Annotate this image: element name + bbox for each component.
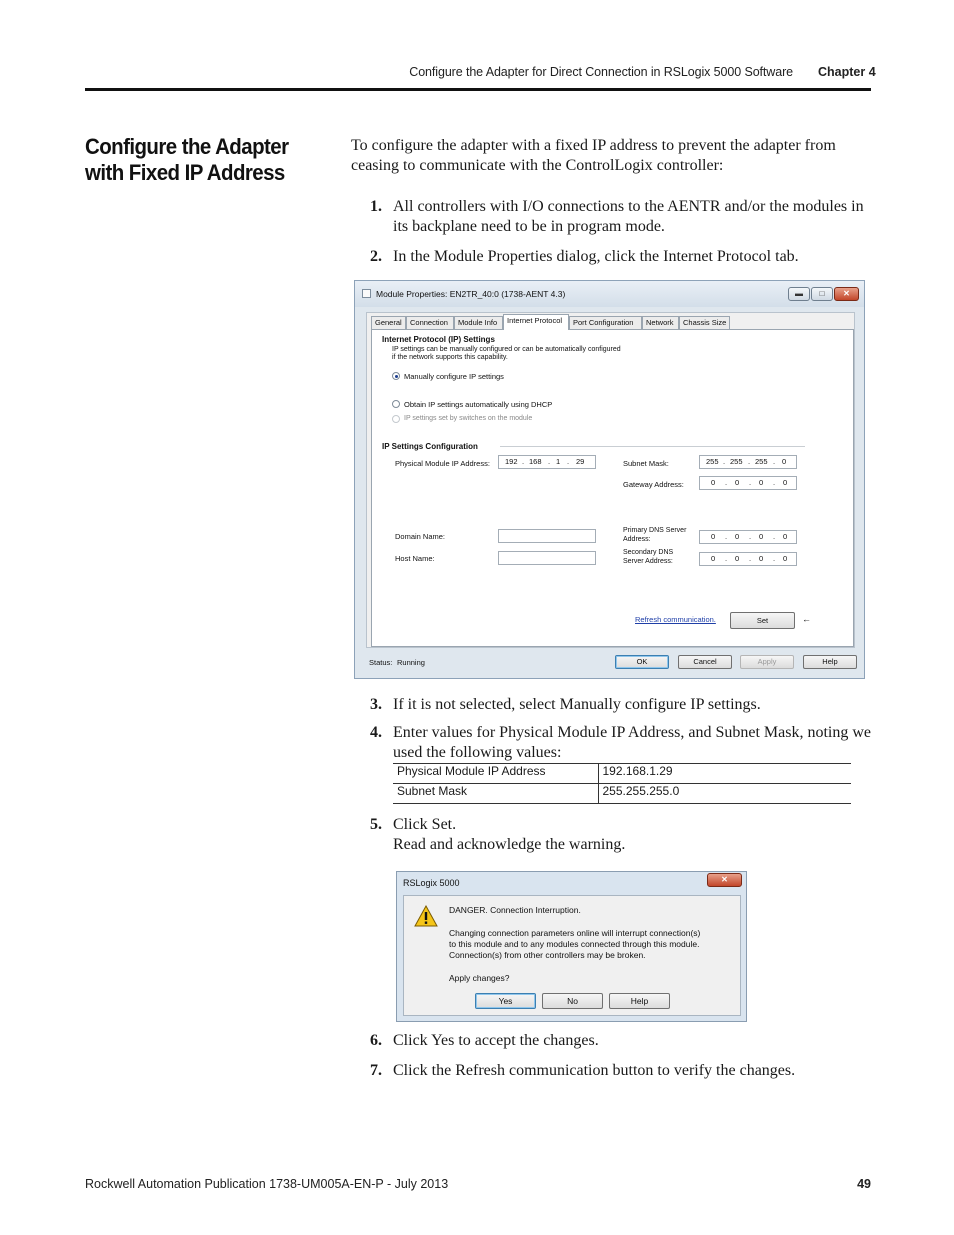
radio-switches xyxy=(392,415,400,423)
step-number: 1. xyxy=(370,198,382,215)
physical-ip-field[interactable]: 192 . 168 . 1 . 29 xyxy=(498,455,596,469)
secondary-dns-label: Server Address: xyxy=(623,558,673,565)
step-text: Click Set. xyxy=(393,816,457,833)
publication-footer: Rockwell Automation Publication 1738-UM005A-EN-P - July 2013 xyxy=(85,1177,449,1191)
step-number: 2. xyxy=(370,248,382,265)
primary-dns-label: Primary DNS Server xyxy=(623,527,687,534)
internet-protocol-panel xyxy=(371,329,854,647)
section-title: Configure the Adapter with Fixed IP Address xyxy=(85,134,289,185)
apply-button: Apply xyxy=(740,655,794,669)
step-text: In the Module Properties dialog, click the Internet Protocol tab. xyxy=(393,248,799,265)
subnet-label: Subnet Mask: xyxy=(623,459,669,468)
primary-dns-field[interactable]: 0 . 0 . 0 . 0 xyxy=(699,530,797,544)
ip-octet: 0 xyxy=(783,532,788,541)
set-button[interactable]: Set xyxy=(730,612,795,629)
secondary-dns-label: Secondary DNS xyxy=(623,549,674,556)
tab-module-info[interactable]: Module Info xyxy=(454,316,503,329)
step-number: 6. xyxy=(370,1032,382,1049)
step-text: Click the Refresh communication button to verify the changes. xyxy=(393,1062,796,1079)
warning-icon xyxy=(414,905,438,927)
ip-octet: 0 xyxy=(783,554,788,563)
ip-octet: 255 xyxy=(755,457,768,466)
warning-line: to this module and to any modules connected through this module. xyxy=(449,939,700,949)
ip-octet: 168 xyxy=(529,457,542,466)
tab-connection[interactable]: Connection xyxy=(406,316,454,329)
step-text: Click Yes to accept the changes. xyxy=(393,1032,599,1049)
radio-manual-label: Manually configure IP settings xyxy=(404,372,504,381)
ip-octet: 0 xyxy=(783,478,788,487)
table-row xyxy=(393,784,851,804)
table-cell: 255.255.255.0 xyxy=(598,784,851,804)
ip-octet: 192 xyxy=(505,457,518,466)
subnet-field[interactable]: 255 . 255 . 255 . 0 xyxy=(699,455,797,469)
ip-octet: 255 xyxy=(706,457,719,466)
table-cell: Physical Module IP Address xyxy=(393,764,598,784)
ip-octet: 0 xyxy=(735,478,740,487)
intro-paragraph: To configure the adapter with a fixed IP address to prevent the adapter from ceasing to communicate with the ControlLogix controller: xyxy=(351,137,836,174)
step-subtext: Read and acknowledge the warning. xyxy=(393,836,626,853)
domain-label: Domain Name: xyxy=(395,532,446,541)
window-icon xyxy=(362,289,371,298)
ip-octet: 29 xyxy=(576,457,585,466)
dialog-client xyxy=(403,895,741,1016)
radio-dhcp-label: Obtain IP settings automatically using DHCP xyxy=(404,400,553,409)
status-value: Running xyxy=(397,658,425,667)
domain-input[interactable] xyxy=(498,529,596,543)
ip-octet: 0 xyxy=(711,478,716,487)
gateway-label: Gateway Address: xyxy=(623,480,684,489)
header-rule xyxy=(85,88,871,91)
dialog-titlebar xyxy=(355,281,864,307)
close-icon[interactable]: ✕ xyxy=(834,287,859,301)
tab-internet-protocol[interactable]: Internet Protocol xyxy=(503,314,569,330)
step-number: 5. xyxy=(370,816,382,833)
ip-octet: 0 xyxy=(759,478,764,487)
ok-button[interactable]: OK xyxy=(615,655,669,669)
ip-octet: 0 xyxy=(759,554,764,563)
status-label: Status: xyxy=(369,658,393,667)
table-cell: 192.168.1.29 xyxy=(598,764,851,784)
warning-dialog xyxy=(396,871,747,1022)
ip-octet: 0 xyxy=(711,532,716,541)
minimize-icon[interactable]: ▬ xyxy=(788,287,810,301)
ip-settings-heading: Internet Protocol (IP) Settings xyxy=(382,335,495,344)
running-title: Configure the Adapter for Direct Connection in RSLogix 5000 Software xyxy=(409,65,793,79)
tab-port-configuration[interactable]: Port Configuration xyxy=(569,316,642,329)
step-number: 7. xyxy=(370,1062,382,1079)
ip-octet: 1 xyxy=(556,457,561,466)
ip-octet: 0 xyxy=(782,457,787,466)
arrow-left-icon: ← xyxy=(802,614,811,624)
host-input[interactable] xyxy=(498,551,596,565)
radio-dhcp[interactable] xyxy=(392,400,400,408)
ip-octet: 0 xyxy=(735,554,740,563)
tab-network[interactable]: Network xyxy=(642,316,679,329)
chapter-label: Chapter 4 xyxy=(818,65,876,79)
refresh-communication-link[interactable]: Refresh communication. xyxy=(635,615,716,624)
step-number: 3. xyxy=(370,696,382,713)
ip-config-heading: IP Settings Configuration xyxy=(382,442,478,451)
tab-general[interactable]: General xyxy=(371,316,406,329)
radio-switches-label: IP settings set by switches on the module xyxy=(404,415,533,422)
dialog-title: Module Properties: EN2TR_40:0 (1738-AENT 4.3) xyxy=(376,289,566,299)
cancel-button[interactable]: Cancel xyxy=(678,655,732,669)
step-text: All controllers with I/O connections to the AENTR and/or the modules in its backplane need to be in program mode. xyxy=(393,198,864,235)
ip-octet: 255 xyxy=(730,457,743,466)
ip-octet: 0 xyxy=(711,554,716,563)
page-number: 49 xyxy=(857,1177,871,1191)
primary-dns-label: Address: xyxy=(623,536,651,543)
warning-heading: DANGER. Connection Interruption. xyxy=(449,905,581,915)
table-row xyxy=(393,764,851,784)
yes-button[interactable]: Yes xyxy=(475,993,536,1009)
ip-octet: 0 xyxy=(759,532,764,541)
gateway-field[interactable]: 0 . 0 . 0 . 0 xyxy=(699,476,797,490)
dialog-title: RSLogix 5000 xyxy=(403,878,460,888)
tab-chassis-size[interactable]: Chassis Size xyxy=(679,316,730,329)
no-button[interactable]: No xyxy=(542,993,603,1009)
values-table xyxy=(393,763,851,804)
dialog-client xyxy=(366,312,855,648)
close-icon[interactable]: ✕ xyxy=(707,873,742,887)
ip-octet: 0 xyxy=(735,532,740,541)
warning-line: Changing connection parameters online will interrupt connection(s) xyxy=(449,928,701,938)
module-properties-dialog xyxy=(354,280,865,679)
ip-settings-desc: if the network supports this capability. xyxy=(392,354,508,361)
maximize-icon[interactable]: □ xyxy=(811,287,833,301)
warning-line: Connection(s) from other controllers may be broken. xyxy=(449,950,646,960)
help-button[interactable]: Help xyxy=(803,655,857,669)
table-cell: Subnet Mask xyxy=(393,784,598,804)
physical-ip-label: Physical Module IP Address: xyxy=(395,459,490,468)
host-label: Host Name: xyxy=(395,554,435,563)
help-button[interactable]: Help xyxy=(609,993,670,1009)
secondary-dns-field[interactable]: 0 . 0 . 0 . 0 xyxy=(699,552,797,566)
warning-question: Apply changes? xyxy=(449,973,510,983)
step-text: If it is not selected, select Manually configure IP settings. xyxy=(393,696,761,713)
ip-settings-desc: IP settings can be manually configured or can be automatically configured xyxy=(392,346,621,353)
step-text: Enter values for Physical Module IP Address, and Subnet Mask, noting we used the following values: xyxy=(393,724,872,761)
step-number: 4. xyxy=(370,724,382,741)
radio-manual[interactable] xyxy=(392,372,400,380)
divider xyxy=(500,446,805,447)
